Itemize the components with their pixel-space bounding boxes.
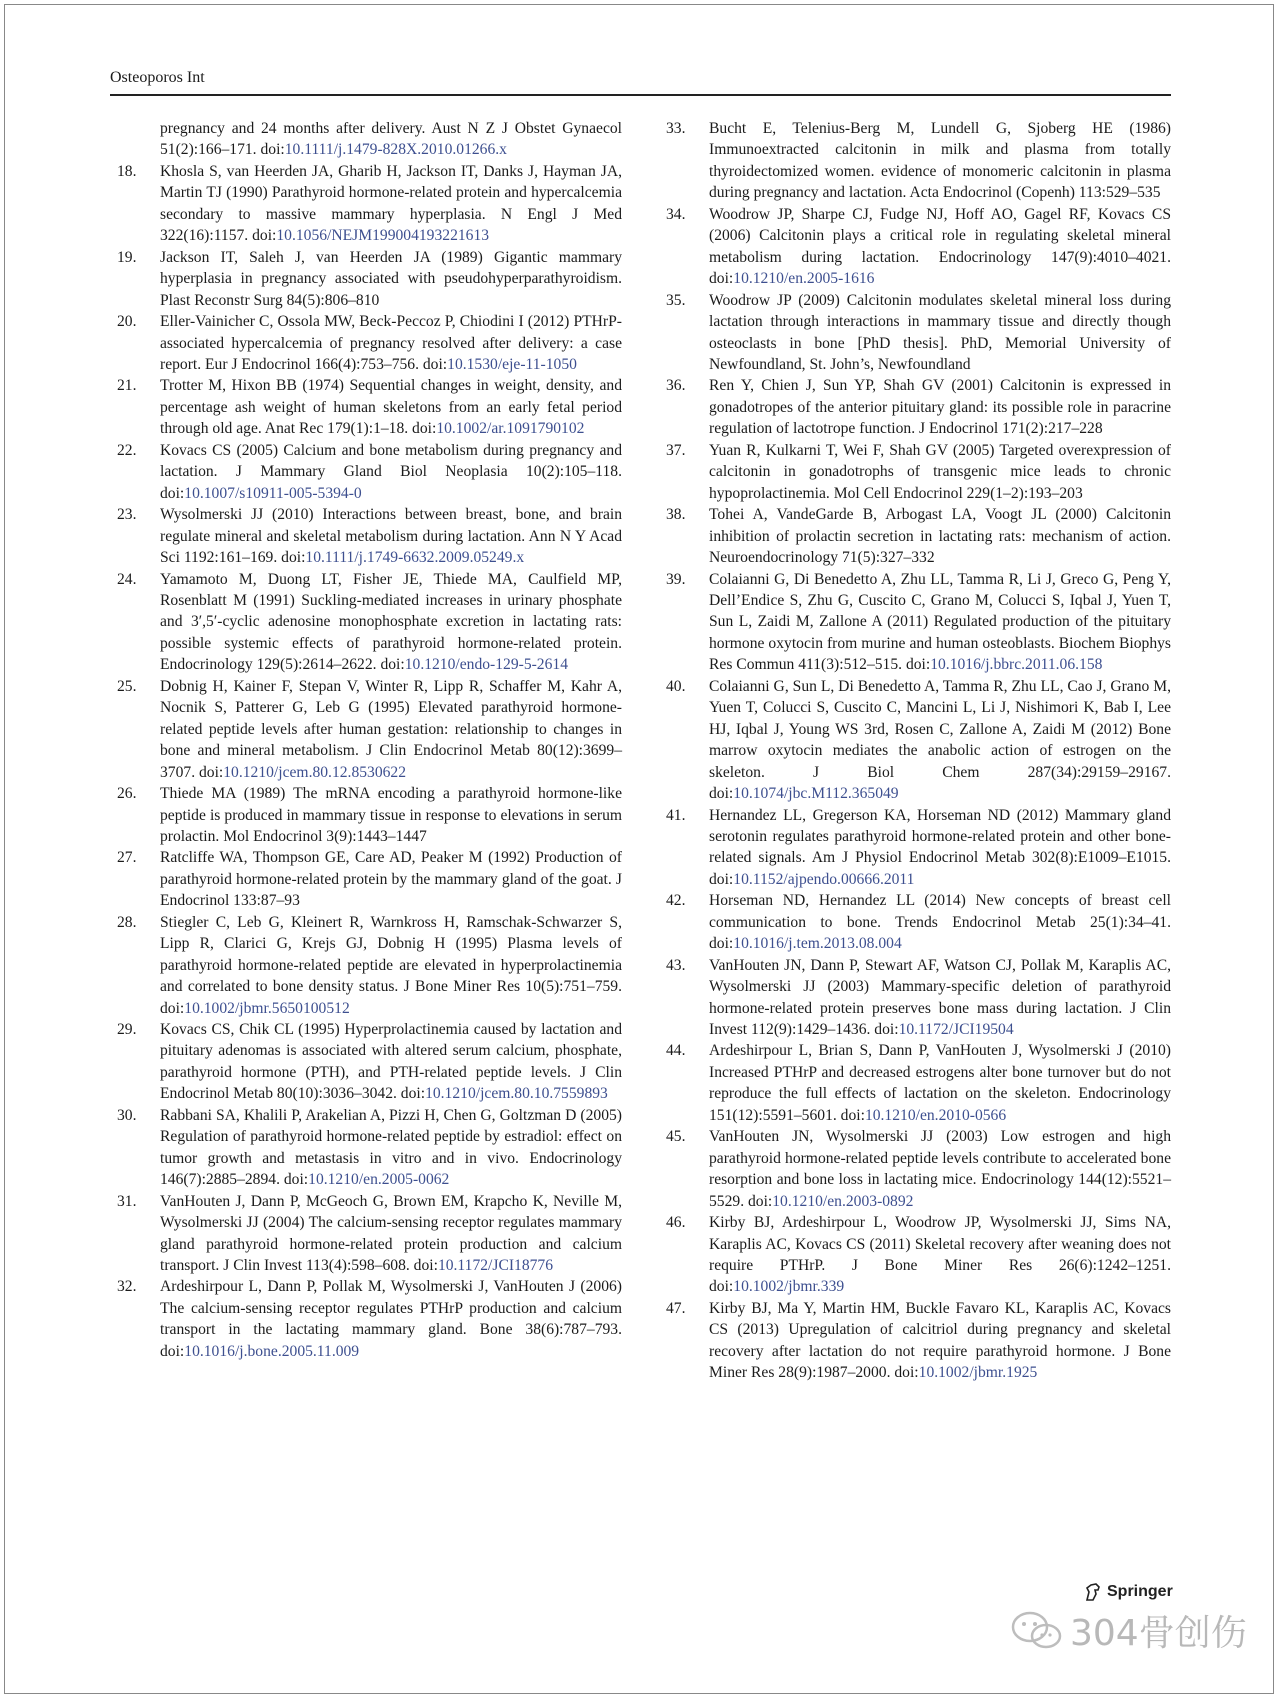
doi-link[interactable]: 10.1016/j.tem.2013.08.004 bbox=[733, 935, 902, 953]
doi-link[interactable]: 10.1172/JCI18776 bbox=[437, 1257, 554, 1275]
reference-number: 40. bbox=[666, 677, 686, 695]
reference-text: VanHouten JN, Dann P, Stewart AF, Watson CJ, Pollak M, Karaplis AC, Wysolmerski JJ (2003) Mammary-specific deletion of parathyroid hormone-related protein preserves bone mass during lactation. J Clin Invest 112(9):1429–1436. doi: bbox=[709, 956, 1171, 1039]
reference-text: Stiegler C, Leb G, Kleinert R, Warnkross H, Ramschak-Schwarzer S, Lipp R, Clarici G, Krejs GJ, Dobnig H (1995) Plasma levels of parathyroid hormone-related peptide are elevated in hyperprolactinemia and correlated to bone density status. J Bone Miner Res 10(5):751–759. doi: bbox=[160, 913, 622, 1017]
doi-link[interactable]: 10.1002/jbmr.1925 bbox=[918, 1364, 1038, 1382]
reference-item bbox=[110, 783, 622, 847]
reference-text: Trotter M, Hixon BB (1974) Sequential changes in weight, density, and percentage ash weight of human skeletons from an early fetal period through old age. Anat Rec 179(1):1–18. doi: bbox=[160, 377, 622, 438]
reference-number: 23. bbox=[117, 506, 137, 524]
reference-number: 29. bbox=[117, 1021, 137, 1039]
reference-item bbox=[110, 912, 622, 1019]
doi-link[interactable]: 10.1002/jbmr.339 bbox=[733, 1278, 845, 1296]
reference-number: 44. bbox=[666, 1042, 686, 1060]
reference-item bbox=[659, 290, 1171, 376]
reference-item bbox=[659, 118, 1171, 204]
reference-number: 24. bbox=[117, 570, 137, 588]
reference-number: 47. bbox=[666, 1299, 686, 1317]
reference-number: 20. bbox=[117, 313, 137, 331]
reference-number: 28. bbox=[117, 913, 137, 931]
reference-item bbox=[659, 1040, 1171, 1126]
reference-text: Ren Y, Chien J, Sun YP, Shah GV (2001) Calcitonin is expressed in gonadotropes of the anterior pituitary gland: its possible role in paracrine regulation of lactotrope function. J Endocrinol 171(2):217–228 bbox=[709, 377, 1171, 438]
doi-link[interactable]: 10.1111/j.1749-6632.2009.05249.x bbox=[305, 549, 525, 567]
doi-link[interactable]: 10.1152/ajpendo.00666.2011 bbox=[733, 870, 915, 888]
reference-item bbox=[110, 1191, 622, 1277]
doi-link[interactable]: 10.1210/endo-129-5-2614 bbox=[404, 656, 568, 674]
reference-number: 33. bbox=[666, 120, 686, 137]
doi-link[interactable]: 10.1210/jcem.80.12.8530622 bbox=[223, 763, 407, 781]
doi-link[interactable]: 10.1016/j.bone.2005.11.009 bbox=[184, 1342, 360, 1360]
reference-text: Kirby BJ, Ardeshirpour L, Woodrow JP, Wysolmerski JJ, Sims NA, Karaplis AC, Kovacs CS (2011) Skeletal recovery after weaning does not require PTHrP. J Bone Miner Res 26(6):1242–1251. doi: bbox=[709, 1214, 1171, 1296]
doi-link[interactable]: 10.1172/JCI19504 bbox=[898, 1021, 1014, 1039]
header-rule bbox=[110, 94, 1171, 96]
publisher-name: Springer bbox=[1107, 1583, 1173, 1600]
reference-text: Dobnig H, Kainer F, Stepan V, Winter R, Lipp R, Schaffer M, Kahr A, Nocnik S, Patterer G, Leb G (1995) Elevated parathyroid hormone-related peptide levels after human gestation: relationship to changes in bone and mineral metabolism. J Clin Endocrinol Metab 80(12):3699–3707. doi: bbox=[160, 677, 622, 781]
reference-number: 37. bbox=[666, 441, 686, 459]
reference-number: 30. bbox=[117, 1106, 137, 1124]
reference-item bbox=[659, 204, 1171, 290]
reference-number: 43. bbox=[666, 956, 686, 974]
reference-text: VanHouten JN, Wysolmerski JJ (2003) Low estrogen and high parathyroid hormone-related peptide levels contribute to accelerated bone resorption and bone loss in lactating mice. Endocrinology 144(12):5521–5529. doi: bbox=[709, 1128, 1171, 1210]
reference-item bbox=[110, 504, 622, 568]
reference-item bbox=[110, 676, 622, 783]
reference-number: 32. bbox=[117, 1278, 137, 1296]
reference-text: Woodrow JP (2009) Calcitonin modulates skeletal mineral loss during lactation through interactions in mammary tissue and directly though osteoclasts in bone [PhD thesis]. PhD, Memorial University of Newfoundland, St. John’s, Newfoundland bbox=[709, 291, 1171, 373]
reference-number: 36. bbox=[666, 377, 686, 395]
reference-number: 21. bbox=[117, 377, 137, 395]
reference-number: 22. bbox=[117, 441, 137, 459]
reference-number: 42. bbox=[666, 892, 686, 910]
reference-item bbox=[110, 440, 622, 504]
reference-item bbox=[659, 805, 1171, 891]
reference-column-left bbox=[110, 118, 622, 1362]
reference-text: Yuan R, Kulkarni T, Wei F, Shah GV (2005) Targeted overexpression of calcitonin in gonadotrophs of transgenic mice leads to chronic hypoprolactinemia. Mol Cell Endocrinol 229(1–2):193–203 bbox=[709, 441, 1171, 502]
reference-number: 25. bbox=[117, 677, 137, 695]
reference-number: 46. bbox=[666, 1214, 686, 1232]
reference-item bbox=[110, 247, 622, 311]
doi-link[interactable]: 10.1210/en.2010-0566 bbox=[864, 1106, 1007, 1124]
reference-text: Wysolmerski JJ (2010) Interactions between breast, bone, and brain regulate mineral and skeletal metabolism during lactation. Ann N Y Acad Sci 1192:161–169. doi: bbox=[160, 506, 622, 567]
doi-link[interactable]: 10.1002/jbmr.5650100512 bbox=[184, 999, 350, 1017]
doi-link[interactable]: 10.1074/jbc.M112.365049 bbox=[733, 785, 899, 803]
reference-number: 26. bbox=[117, 785, 137, 803]
reference-text: Woodrow JP, Sharpe CJ, Fudge NJ, Hoff AO, Gagel RF, Kovacs CS (2006) Calcitonin plays a critical role in regulating skeletal mineral metabolism during lactation. Endocrinology 147(9):4010–4021. doi: bbox=[709, 205, 1171, 288]
doi-link[interactable]: 10.1002/ar.1091790102 bbox=[436, 420, 585, 438]
reference-number: 34. bbox=[666, 205, 686, 223]
reference-item bbox=[110, 1105, 622, 1191]
reference-text: Kovacs CS (2005) Calcium and bone metabolism during pregnancy and lactation. J Mammary Gland Biol Neoplasia 10(2):105–118. doi: bbox=[160, 441, 622, 502]
reference-column-right bbox=[659, 118, 1171, 1384]
reference-text: Jackson IT, Saleh J, van Heerden JA (1989) Gigantic mammary hyperplasia in pregnancy associated with pseudohyperparathyroidism. Plast Reconstr Surg 84(5):806–810 bbox=[160, 248, 622, 309]
reference-item bbox=[659, 1126, 1171, 1212]
reference-number: 35. bbox=[666, 291, 686, 309]
reference-number: 19. bbox=[117, 248, 137, 266]
reference-item bbox=[659, 504, 1171, 568]
reference-item bbox=[110, 311, 622, 375]
reference-text: Tohei A, VandeGarde B, Arbogast LA, Voogt JL (2000) Calcitonin inhibition of prolactin secretion in lactating rats: mechanism of action. Neuroendocrinology 71(5):327–332 bbox=[709, 506, 1171, 567]
reference-item bbox=[110, 847, 622, 911]
reference-number: 31. bbox=[117, 1192, 137, 1210]
doi-link[interactable]: 10.1016/j.bbrc.2011.06.158 bbox=[930, 656, 1103, 674]
reference-item bbox=[659, 569, 1171, 676]
reference-item bbox=[110, 375, 622, 439]
reference-text: Colaianni G, Di Benedetto A, Zhu LL, Tamma R, Li J, Greco G, Peng Y, Dell’Endice S, Zhu G, Cuscito C, Grano M, Colucci S, Iqbal J, Yuen T, Sun L, Zaidi M, Zallone A (2011) Regulated production of the pituitary hormone oxytocin from murine and human osteoblasts. Biochem Biophys Res Commun 411(3):512–515. doi: bbox=[709, 570, 1171, 674]
reference-number: 45. bbox=[666, 1128, 686, 1146]
doi-link[interactable]: 10.1530/eje-11-1050 bbox=[447, 355, 577, 373]
reference-text: Kovacs CS, Chik CL (1995) Hyperprolactinemia caused by lactation and pituitary adenomas is associated with altered serum calcium, phosphate, parathyroid hormone (PTH), and PTH-related peptide levels. J Clin Endocrinol Metab 80(10):3036–3042. doi: bbox=[160, 1021, 622, 1103]
reference-text: Ardeshirpour L, Dann P, Pollak M, Wysolmerski J, VanHouten J (2006) The calcium-sensing receptor regulates PTHrP production and calcium transport in the lactating mammary gland. Bone 38(6):787–793. doi: bbox=[160, 1278, 622, 1360]
reference-text: Ratcliffe WA, Thompson GE, Care AD, Peaker M (1992) Production of parathyroid hormone-related protein by the mammary gland of the goat. J Endocrinol 133:87–93 bbox=[160, 849, 622, 910]
doi-link[interactable]: 10.1210/jcem.80.10.7559893 bbox=[425, 1085, 608, 1103]
reference-text: Yamamoto M, Duong LT, Fisher JE, Thiede MA, Caulfield MP, Rosenblatt M (1991) Suckling-mediated increases in urinary phosphate and 3′,5′-cyclic adenosine monophosphate excretion in lactating rats: possible systemic effects of parathyroid hormone-related protein. Endocrinology 129(5):2614–2622. doi: bbox=[160, 570, 622, 674]
reference-text: Khosla S, van Heerden JA, Gharib H, Jackson IT, Danks J, Hayman JA, Martin TJ (1990) Parathyroid hormone-related protein and hypercalcemia secondary to massive mammary hyperplasia. N Engl J Med 322(16):1157. doi: bbox=[160, 162, 622, 245]
reference-number: 39. bbox=[666, 570, 686, 588]
reference-text: Bucht E, Telenius-Berg M, Lundell G, Sjoberg HE (1986) Immunoextracted calcitonin in milk and plasma from totally thyroidectomized women. evidence of monomeric calcitonin in plasma during pregnancy and lactation. Acta Endocrinol (Copenh) 113:529–535 bbox=[709, 120, 1171, 202]
reference-item bbox=[659, 955, 1171, 1041]
reference-item bbox=[110, 1276, 622, 1362]
watermark-text: 304骨创伤 bbox=[1070, 1613, 1247, 1654]
reference-text: Horseman ND, Hernandez LL (2014) New concepts of breast cell communication to bone. Trends Endocrinol Metab 25(1):34–41. doi: bbox=[709, 892, 1171, 953]
reference-text: Colaianni G, Sun L, Di Benedetto A, Tamma R, Zhu LL, Cao J, Grano M, Yuen T, Colucci S, Cuscito C, Mancini L, Li J, Nishimori K, Bab I, Lee HJ, Iqbal J, Young WS 3rd, Rosen C, Zallone A, Zaidi M (2012) Bone marrow oxytocin mediates the anabolic action of estrogen on the skeleton. J Biol Chem 287(34):29159–29167. doi: bbox=[709, 677, 1171, 803]
reference-text: Hernandez LL, Gregerson KA, Horseman ND (2012) Mammary gland serotonin regulates parathyroid hormone-related protein and other bone-related signals. Am J Physiol Endocrinol Metab 302(8):E1009–E1015. doi: bbox=[709, 806, 1171, 888]
wechat-icon bbox=[1010, 1609, 1064, 1653]
doi-link[interactable]: 10.1210/en.2003-0892 bbox=[772, 1192, 914, 1210]
journal-header: Osteoporos Int bbox=[110, 69, 205, 86]
reference-text: pregnancy and 24 months after delivery. Aust N Z J Obstet Gynaecol 51(2):166–171. doi: bbox=[160, 120, 622, 159]
reference-item bbox=[659, 1212, 1171, 1298]
reference-item bbox=[110, 1019, 622, 1105]
doi-link[interactable]: 10.1111/j.1479-828X.2010.01266.x bbox=[284, 141, 507, 159]
reference-number: 18. bbox=[117, 162, 137, 180]
doi-link[interactable]: 10.1210/en.2005-1616 bbox=[733, 270, 875, 288]
watermark bbox=[1010, 1605, 1247, 1656]
doi-link[interactable]: 10.1210/en.2005-0062 bbox=[308, 1171, 450, 1189]
reference-item bbox=[659, 375, 1171, 439]
reference-text: Kirby BJ, Ma Y, Martin HM, Buckle Favaro KL, Karaplis AC, Kovacs CS (2013) Upregulation of calcitriol during pregnancy and skeletal recovery after lactation do not require parathyroid hormone. J Bone Miner Res 28(9):1987–2000. doi: bbox=[709, 1299, 1171, 1382]
reference-number: 27. bbox=[117, 849, 137, 867]
reference-item bbox=[110, 161, 622, 247]
reference-item bbox=[659, 1298, 1171, 1384]
reference-number: 38. bbox=[666, 506, 686, 524]
doi-link[interactable]: 10.1007/s10911-005-5394-0 bbox=[184, 484, 362, 502]
reference-item bbox=[659, 890, 1171, 954]
reference-item bbox=[659, 676, 1171, 805]
doi-link[interactable]: 10.1056/NEJM199004193221613 bbox=[276, 227, 490, 245]
springer-horse-icon bbox=[1083, 1582, 1103, 1602]
reference-item bbox=[110, 569, 622, 676]
reference-text: VanHouten J, Dann P, McGeoch G, Brown EM, Krapcho K, Neville M, Wysolmerski JJ (2004) The calcium-sensing receptor regulates mammary gland parathyroid hormone-related protein production and calcium transport. J Clin Invest 113(4):598–608. doi: bbox=[160, 1192, 622, 1275]
reference-text: Eller-Vainicher C, Ossola MW, Beck-Peccoz P, Chiodini I (2012) PTHrP-associated hypercalcemia of pregnancy resolved after delivery: a case report. Eur J Endocrinol 166(4):753–756. doi: bbox=[160, 313, 622, 373]
reference-item bbox=[659, 440, 1171, 504]
reference-item bbox=[110, 118, 622, 161]
publisher-logo bbox=[1083, 1582, 1173, 1602]
reference-number: 41. bbox=[666, 806, 686, 824]
reference-text: Rabbani SA, Khalili P, Arakelian A, Pizzi H, Chen G, Goltzman D (2005) Regulation of parathyroid hormone-related peptide by estradiol: effect on tumor growth and metastasis in vitro and in vivo. Endocrinology 146(7):2885–2894. doi: bbox=[160, 1106, 622, 1189]
reference-text: Thiede MA (1989) The mRNA encoding a parathyroid hormone-like peptide is produced in mammary tissue in response to elevations in serum prolactin. Mol Endocrinol 3(9):1443–1447 bbox=[160, 785, 622, 845]
reference-text: Ardeshirpour L, Brian S, Dann P, VanHouten J, Wysolmerski J (2010) Increased PTHrP and decreased estrogens alter bone turnover but do not reproduce the full effects of lactation on the skeleton. Endocrinology 151(12):5591–5601. doi: bbox=[709, 1042, 1171, 1124]
